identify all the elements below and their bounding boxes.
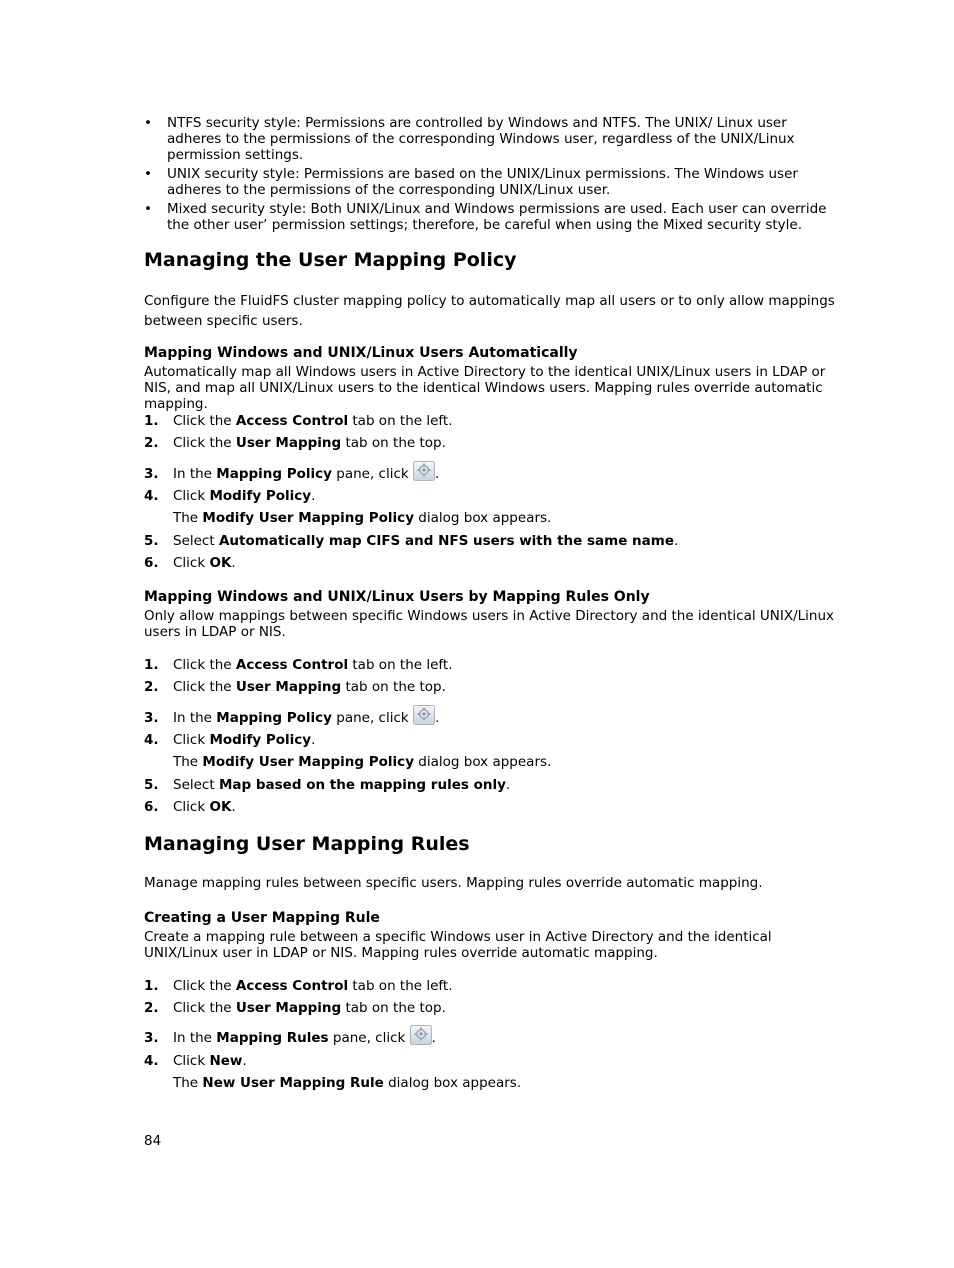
subsection-description: Automatically map all Windows users in Active Directory to the identical UNIX/Linux users in LDAP or NIS, and map all UNIX/Linux users to the identical Windows users. Mapping rules override automatic mapping. — [144, 364, 826, 412]
ui-term: Modify User Mapping Policy — [202, 510, 414, 526]
step — [144, 977, 844, 995]
bullet-symbol: • — [144, 115, 152, 131]
section-heading: Managing the User Mapping Policy — [144, 249, 517, 271]
step-number: 5. — [144, 777, 159, 793]
bullet-text: UNIX security style: Permissions are based on the UNIX/Linux permissions. The Windows user adheres to the permissions of the corresponding UNIX/Linux user. — [167, 166, 798, 198]
step-result — [173, 509, 551, 527]
step-text: . — [231, 799, 236, 815]
step-text: The — [173, 754, 203, 770]
ui-term: Modify Policy — [209, 488, 312, 504]
step-number: 2. — [144, 435, 159, 451]
step-text: tab on the top. — [341, 679, 446, 695]
step-text: Click — [173, 1053, 210, 1069]
subsection-description: Only allow mappings between specific Windows users in Active Directory and the identical UNIX/Linux users in LDAP or NIS. — [144, 608, 835, 640]
ui-term: Modify User Mapping Policy — [202, 754, 414, 770]
step-text: dialog box appears. — [414, 510, 552, 526]
step — [144, 731, 844, 749]
step-number: 3. — [144, 710, 159, 726]
step-number: 1. — [144, 657, 159, 673]
step — [144, 999, 844, 1017]
gear-icon — [410, 1025, 432, 1045]
step-text: Select — [173, 777, 219, 793]
step-text: Click the — [173, 657, 236, 673]
step-text: Click the — [173, 978, 236, 994]
section-intro: Configure the FluidFS cluster mapping policy to automatically map all users or to only allow mappings between specific users. — [144, 293, 835, 329]
step-number: 3. — [144, 1030, 159, 1046]
step-text: In the — [173, 466, 217, 482]
ui-term: New User Mapping Rule — [202, 1075, 384, 1091]
step-text: The — [173, 1075, 203, 1091]
step-text: Click — [173, 732, 210, 748]
step-number: 1. — [144, 978, 159, 994]
step-result — [173, 1074, 521, 1092]
step-text: Click the — [173, 679, 236, 695]
ui-term: OK — [209, 555, 232, 571]
step-text: In the — [173, 1030, 217, 1046]
step-number: 6. — [144, 555, 159, 571]
step — [144, 1025, 844, 1047]
ui-term: New — [209, 1053, 243, 1069]
subsection-description: Create a mapping rule between a specific Windows user in Active Directory and the identical UNIX/Linux user in LDAP or NIS. Mapping rules override automatic mapping. — [144, 929, 772, 961]
step-number: 4. — [144, 732, 159, 748]
page-number: 84 — [144, 1133, 162, 1149]
step-text: The — [173, 510, 203, 526]
step-text: Click the — [173, 413, 236, 429]
bullet-text: NTFS security style: Permissions are controlled by Windows and NTFS. The UNIX/ Linux user adheres to the permissions of the corresponding Windows user, regardless of the UNIX/Linux permission settings. — [167, 115, 795, 163]
step — [144, 412, 844, 430]
bullet-item — [144, 166, 844, 198]
step-number: 2. — [144, 1000, 159, 1016]
ui-term: User Mapping — [235, 435, 342, 451]
step-text: . — [505, 777, 511, 793]
ui-term: Mapping Policy — [216, 710, 332, 726]
subsection-heading: Creating a User Mapping Rule — [144, 910, 380, 926]
bullet-symbol: • — [144, 166, 152, 182]
step-number: 6. — [144, 799, 159, 815]
subsection-heading: Mapping Windows and UNIX/Linux Users Automatically — [144, 345, 578, 361]
bullet-text: Mixed security style: Both UNIX/Linux and Windows permissions are used. Each user can override the other user’ permission settings; therefore, be careful when using the Mixed security style. — [167, 201, 827, 233]
step-number: 3. — [144, 466, 159, 482]
step — [144, 776, 844, 794]
step-text: Click — [173, 799, 210, 815]
gear-icon — [413, 705, 435, 725]
step-text: Click — [173, 555, 210, 571]
step — [144, 1052, 844, 1070]
ui-term: Map based on the mapping rules only — [218, 777, 506, 793]
bullet-item — [144, 115, 844, 163]
step — [144, 532, 844, 550]
ui-term: Access Control — [235, 978, 349, 994]
step-text: . — [242, 1053, 247, 1069]
step-text: . — [435, 710, 440, 726]
step — [144, 656, 844, 674]
step-text: Click the — [173, 1000, 236, 1016]
step — [144, 678, 844, 696]
step-text: dialog box appears. — [414, 754, 552, 770]
step-text: pane, click — [331, 710, 414, 726]
section-intro: Manage mapping rules between specific users. Mapping rules override automatic mapping. — [144, 875, 763, 891]
step-text: Click the — [173, 435, 236, 451]
step-text: tab on the left. — [348, 657, 453, 673]
step — [144, 705, 844, 727]
step-text: Click — [173, 488, 210, 504]
step-text: . — [311, 488, 316, 504]
ui-term: Automatically map CIFS and NFS users with the same name — [218, 533, 674, 549]
gear-icon — [413, 461, 435, 481]
step-number: 1. — [144, 413, 159, 429]
ui-term: OK — [209, 799, 232, 815]
ui-term: Modify Policy — [209, 732, 312, 748]
ui-term: Access Control — [235, 413, 349, 429]
step-text: . — [431, 1030, 436, 1046]
step-text: . — [674, 533, 679, 549]
step-number: 5. — [144, 533, 159, 549]
subsection-heading: Mapping Windows and UNIX/Linux Users by Mapping Rules Only — [144, 589, 650, 605]
step-text: . — [231, 555, 236, 571]
step — [144, 434, 844, 452]
step-text: tab on the left. — [348, 413, 453, 429]
step-text: pane, click — [328, 1030, 410, 1046]
step-number: 4. — [144, 1053, 159, 1069]
section-heading: Managing User Mapping Rules — [144, 833, 470, 855]
ui-term: Mapping Rules — [216, 1030, 329, 1046]
step-text: pane, click — [331, 466, 414, 482]
step-text: tab on the left. — [348, 978, 453, 994]
step-number: 2. — [144, 679, 159, 695]
step — [144, 554, 844, 572]
ui-term: Access Control — [235, 657, 349, 673]
step — [144, 487, 844, 505]
bullet-symbol: • — [144, 201, 152, 217]
step — [144, 461, 844, 483]
step-number: 4. — [144, 488, 159, 504]
ui-term: Mapping Policy — [216, 466, 332, 482]
ui-term: User Mapping — [235, 1000, 342, 1016]
step-text: tab on the top. — [341, 1000, 446, 1016]
step-text: dialog box appears. — [383, 1075, 522, 1091]
step-text: Select — [173, 533, 219, 549]
step-text: tab on the top. — [341, 435, 446, 451]
ui-term: User Mapping — [235, 679, 342, 695]
step-text: . — [435, 466, 440, 482]
bullet-item — [144, 201, 844, 233]
step-text: . — [311, 732, 316, 748]
step-text: In the — [173, 710, 217, 726]
step — [144, 798, 844, 816]
step-result — [173, 753, 551, 771]
